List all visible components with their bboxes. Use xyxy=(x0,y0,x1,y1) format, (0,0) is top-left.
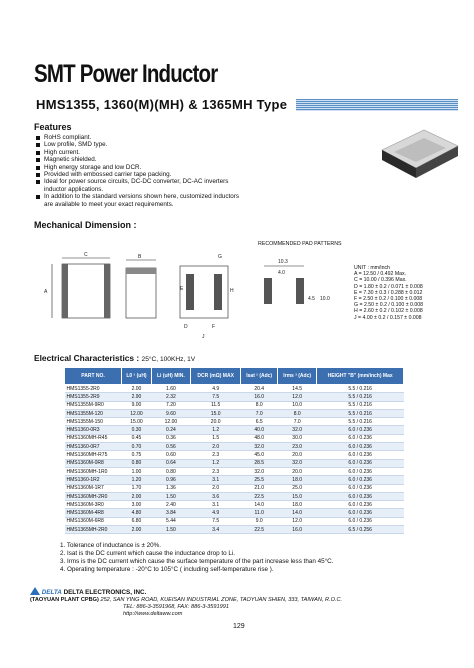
table-cell: 1.00 xyxy=(122,467,152,475)
table-cell: HMS1355-2R9 xyxy=(65,393,122,401)
table-cell: HMS1360MH-R75 xyxy=(65,451,122,459)
table-cell: 8.0 xyxy=(278,409,317,417)
table-cell: 18.0 xyxy=(278,476,317,484)
product-subtitle: HMS1355, 1360(M)(MH) & 1365MH Type xyxy=(36,97,288,112)
table-cell: HMS1355-2R0 xyxy=(65,385,122,393)
table-cell: 6.0 / 0.236 xyxy=(317,451,404,459)
table-cell: 16.0 xyxy=(278,526,317,534)
terminal-left xyxy=(62,264,68,318)
dimension-units: UNIT : mm/inch A = 12.50 / 0.492 Max. C = 10.00 / 0.396 Max. D = 1.80 ± 0.2 / 0.071 ± 0.008 E = 7.30 ± 0.3 / 0.288 ± 0.012 F = 2.50 ± 0.2 / 0.100 ± 0.008 G = 2.50 ± 0.2 / 0.100 ± 0.008 H = 2.60 ± 0.2 / 0.102 ± 0.008 J = 4.00 ± 0.2 / 0.157 ± 0.008 xyxy=(354,265,424,321)
table-cell: 6.80 xyxy=(122,517,152,525)
table-cell: 0.70 xyxy=(122,443,152,451)
table-cell: 5.5 / 0.216 xyxy=(317,385,404,393)
table-cell: 20.4 xyxy=(241,385,278,393)
note-item: 4. Operating temperature : -20°C to 105°C ( including self-temperature rise ). xyxy=(60,566,274,573)
table-cell: 12.0 xyxy=(278,393,317,401)
table-cell: HMS1360-1R2 xyxy=(65,476,122,484)
table-cell: 3.00 xyxy=(122,501,152,509)
tel-fax: TEL: 886-3-3591968, FAX: 886-3-3591991 xyxy=(123,603,229,610)
table-cell: 30.0 xyxy=(278,434,317,442)
table-cell: 0.36 xyxy=(151,434,190,442)
table-cell: 12.00 xyxy=(151,418,190,426)
table-cell: 11.5 xyxy=(191,401,241,409)
page-number: 129 xyxy=(233,623,245,630)
table-cell: 0.30 xyxy=(122,426,152,434)
table-cell: 6.0 / 0.236 xyxy=(317,517,404,525)
dim-d: D xyxy=(184,324,188,330)
table-cell: 3.4 xyxy=(191,526,241,534)
table-cell: 6.0 / 0.236 xyxy=(317,459,404,467)
table-cell: 48.0 xyxy=(241,434,278,442)
table-cell: 14.0 xyxy=(278,509,317,517)
table-cell: 45.0 xyxy=(241,451,278,459)
table-cell: HMS1360M-3R0 xyxy=(65,501,122,509)
table-cell: 3.1 xyxy=(191,476,241,484)
feature-item-cont: are available to meet your exact requirements. xyxy=(44,200,174,208)
mechanical-drawing xyxy=(34,248,354,340)
table-cell: 0.60 xyxy=(151,451,190,459)
table-cell: 32.0 xyxy=(278,426,317,434)
table-cell: 20.0 xyxy=(278,467,317,475)
table-cell: 2.40 xyxy=(151,501,190,509)
address-block xyxy=(30,597,342,617)
table-row xyxy=(65,476,404,484)
table-cell: 1.36 xyxy=(151,484,190,492)
table-cell: 1.5 xyxy=(191,434,241,442)
table-cell: 20.0 xyxy=(278,451,317,459)
table-cell: 7.20 xyxy=(151,401,190,409)
table-cell: HMS1360MH-R45 xyxy=(65,434,122,442)
table-cell: 0.24 xyxy=(151,426,190,434)
table-cell: HMS1360-0R7 xyxy=(65,443,122,451)
table-cell: 5.5 / 0.216 xyxy=(317,418,404,426)
table-cell: 6.0 / 0.236 xyxy=(317,426,404,434)
table-cell: 22.5 xyxy=(241,492,278,500)
table-cell: 5.5 / 0.216 xyxy=(317,401,404,409)
table-cell: 1.50 xyxy=(151,492,190,500)
table-cell: 0.56 xyxy=(151,443,190,451)
table-cell: 16.0 xyxy=(241,393,278,401)
table-row xyxy=(65,409,404,417)
table-row xyxy=(65,401,404,409)
company-name: DELTA ELECTRONICS, INC. xyxy=(63,589,147,596)
table-cell: 22.5 xyxy=(241,526,278,534)
mechanical-heading: Mechanical Dimension : xyxy=(34,220,137,230)
table-row xyxy=(65,484,404,492)
feature-item: Low profile, SMD type. xyxy=(34,141,294,148)
table-cell: 4.9 xyxy=(191,509,241,517)
table-cell: 7.0 xyxy=(241,409,278,417)
spec-table xyxy=(64,367,404,534)
side-outline xyxy=(126,268,156,318)
column-header: Li (uH) MIN. xyxy=(151,368,190,385)
table-cell: 6.0 / 0.236 xyxy=(317,434,404,442)
table-cell: 15.0 xyxy=(278,492,317,500)
table-cell: 3.6 xyxy=(191,492,241,500)
notes xyxy=(60,542,333,574)
dim-f: F xyxy=(212,324,216,330)
table-cell: 0.96 xyxy=(151,476,190,484)
column-header: L0 ¹ (uH) xyxy=(122,368,152,385)
pad-dim-3: 4.5 xyxy=(308,296,315,302)
dim-j: J xyxy=(202,334,205,340)
table-cell: 40.0 xyxy=(241,426,278,434)
table-row xyxy=(65,393,404,401)
title-stripe xyxy=(296,99,458,111)
table-cell: 0.80 xyxy=(151,467,190,475)
column-header: HEIGHT "B" (mm/inch) Max xyxy=(317,368,404,385)
table-cell: HMS1355M-150 xyxy=(65,418,122,426)
table-cell: 2.0 xyxy=(191,443,241,451)
dim-a: A xyxy=(44,289,48,295)
table-cell: 1.2 xyxy=(191,426,241,434)
table-cell: 3.1 xyxy=(191,501,241,509)
table-cell: 0.64 xyxy=(151,459,190,467)
table-row xyxy=(65,459,404,467)
plant-name: (TAOYUAN PLANT CPBG) xyxy=(30,597,99,603)
table-cell: 12.0 xyxy=(278,517,317,525)
table-cell: 18.0 xyxy=(278,501,317,509)
table-cell: 1.20 xyxy=(122,476,152,484)
table-cell: 2.32 xyxy=(151,393,190,401)
table-row xyxy=(65,385,404,393)
table-cell: 9.0 xyxy=(241,517,278,525)
table-cell: 6.0 / 0.236 xyxy=(317,501,404,509)
table-cell: 32.0 xyxy=(278,459,317,467)
table-cell: 12.00 xyxy=(122,409,152,417)
note-item: 2. Isat is the DC current which cause the inductance drop to Li. xyxy=(60,550,236,557)
column-header: Isat ² (Adc) xyxy=(241,368,278,385)
table-row xyxy=(65,501,404,509)
address: 252, SAN YING ROAD, KUEISAN INDUSTRIAL ZONE, TAOYUAN SHIEN, 333, TAIWAN, R.O.C. xyxy=(100,597,343,603)
table-row xyxy=(65,426,404,434)
electrical-heading: Electrical Characteristics : xyxy=(34,353,140,363)
table-cell: HMS1360M-4R8 xyxy=(65,509,122,517)
table-cell: 0.75 xyxy=(122,451,152,459)
feature-item: Provided with embossed carrier tape packing. xyxy=(34,171,294,178)
pad-dim-2: 4.0 xyxy=(278,270,285,276)
table-cell: 11.0 xyxy=(241,509,278,517)
delta-logo xyxy=(30,587,146,596)
electrical-condition: 25°C, 100KHz, 1V xyxy=(141,356,196,363)
table-cell: 0.45 xyxy=(122,434,152,442)
table-cell: HMS1360M-0R8 xyxy=(65,459,122,467)
table-cell: 5.5 / 0.216 xyxy=(317,393,404,401)
table-cell: 1.70 xyxy=(122,484,152,492)
table-cell: 2.90 xyxy=(122,393,152,401)
feature-item: High energy storage and low DCR. xyxy=(34,164,294,171)
dim-b: B xyxy=(138,254,142,260)
note-item: 1. Tolerance of inductance is ± 20%. xyxy=(60,542,162,549)
page-title: SMT Power Inductor xyxy=(34,60,218,88)
table-cell: 0.80 xyxy=(122,459,152,467)
table-cell: 21.0 xyxy=(241,484,278,492)
table-cell: 28.5 xyxy=(241,459,278,467)
table-row xyxy=(65,443,404,451)
table-cell: 15.0 xyxy=(191,409,241,417)
table-cell: 7.5 xyxy=(191,393,241,401)
dim-g: G xyxy=(218,254,222,260)
feature-item: Magnetic shielded. xyxy=(34,156,294,163)
table-cell: HMS1365MH-2R0 xyxy=(65,526,122,534)
table-cell: 32.0 xyxy=(241,467,278,475)
table-cell: 1.2 xyxy=(191,459,241,467)
table-cell: 9.00 xyxy=(122,401,152,409)
table-cell: HMS1360MH-1R0 xyxy=(65,467,122,475)
body-outline xyxy=(62,264,110,318)
feature-item: High current. xyxy=(34,149,294,156)
dim-c: C xyxy=(84,252,88,258)
table-cell: 20.0 xyxy=(191,418,241,426)
table-cell: 14.5 xyxy=(278,385,317,393)
table-cell: 2.0 xyxy=(191,484,241,492)
electrical-header xyxy=(34,353,195,363)
dim-e: E xyxy=(180,286,184,292)
table-cell: 6.0 / 0.236 xyxy=(317,492,404,500)
table-cell: HMS1360M-6R8 xyxy=(65,517,122,525)
table-cell: 1.60 xyxy=(151,385,190,393)
table-cell: 7.0 xyxy=(278,418,317,426)
table-cell: 10.0 xyxy=(278,401,317,409)
table-cell: 15.00 xyxy=(122,418,152,426)
feature-item: RoHS compliant. xyxy=(34,134,294,141)
features-heading: Features xyxy=(34,122,72,132)
pad-dim-4: 10.0 xyxy=(320,296,330,302)
table-cell: 5.5 / 0.216 xyxy=(317,409,404,417)
feature-item: In addition to the standard versions shown here, customized inductors xyxy=(34,193,294,200)
website[interactable]: http://www.deltaww.com xyxy=(123,610,183,617)
table-row xyxy=(65,492,404,500)
feature-item: Ideal for power source circuits, DC-DC converter, DC-AC inverters xyxy=(34,178,294,185)
table-cell: 4.80 xyxy=(122,509,152,517)
feature-item-cont: inductor applications. xyxy=(44,185,104,193)
table-cell: HMS1360MH-2R0 xyxy=(65,492,122,500)
terminal-right xyxy=(104,264,110,318)
table-cell: 2.00 xyxy=(122,526,152,534)
table-row xyxy=(65,451,404,459)
table-cell: HMS1355M-9R0 xyxy=(65,401,122,409)
table-cell: 2.00 xyxy=(122,385,152,393)
table-cell: 2.00 xyxy=(122,492,152,500)
features-list xyxy=(34,134,294,208)
pad-right xyxy=(296,278,304,304)
table-cell: 8.0 xyxy=(241,401,278,409)
table-cell: HMS1355M-120 xyxy=(65,409,122,417)
pad-left xyxy=(264,278,272,304)
inductor-photo xyxy=(374,122,464,184)
table-row xyxy=(65,526,404,534)
table-cell: 25.5 xyxy=(241,476,278,484)
table-row xyxy=(65,418,404,426)
table-cell: 6.0 / 0.236 xyxy=(317,509,404,517)
pad-dim-1: 10.3 xyxy=(278,259,288,265)
note-item: 3. Irms is the DC current which cause the surface temperature of the part increase less than 45°C. xyxy=(60,558,334,565)
column-header: PART NO. xyxy=(65,368,122,385)
table-cell: 3.84 xyxy=(151,509,190,517)
table-cell: 6.0 / 0.236 xyxy=(317,484,404,492)
column-header: Irms ³ (Adc) xyxy=(278,368,317,385)
table-cell: 2.3 xyxy=(191,451,241,459)
table-cell: 14.0 xyxy=(241,501,278,509)
table-row xyxy=(65,434,404,442)
table-cell: 6.0 / 0.236 xyxy=(317,476,404,484)
table-cell: HMS1360M-1R7 xyxy=(65,484,122,492)
table-cell: 23.0 xyxy=(278,443,317,451)
pad-pattern-title: RECOMMENDED PAD PATTERNS xyxy=(258,241,342,247)
table-cell: 4.9 xyxy=(191,385,241,393)
table-cell: 9.60 xyxy=(151,409,190,417)
table-cell: 2.3 xyxy=(191,467,241,475)
table-cell: 25.0 xyxy=(278,484,317,492)
table-row xyxy=(65,509,404,517)
table-row xyxy=(65,517,404,525)
table-row xyxy=(65,467,404,475)
table-cell: 32.0 xyxy=(241,443,278,451)
table-cell: 5.44 xyxy=(151,517,190,525)
logo-text: DELTA xyxy=(41,589,62,596)
delta-triangle-icon xyxy=(30,587,40,595)
table-cell: 6.0 / 0.236 xyxy=(317,443,404,451)
table-header-row xyxy=(65,368,404,385)
table-cell: HMS1360-0R3 xyxy=(65,426,122,434)
dim-h: H xyxy=(230,288,234,294)
table-cell: 6.0 / 0.236 xyxy=(317,467,404,475)
table-cell: 6.5 xyxy=(241,418,278,426)
table-cell: 6.5 / 0.256 xyxy=(317,526,404,534)
table-cell: 1.50 xyxy=(151,526,190,534)
table-cell: 7.5 xyxy=(191,517,241,525)
column-header: DCR (mΩ) MAX xyxy=(191,368,241,385)
